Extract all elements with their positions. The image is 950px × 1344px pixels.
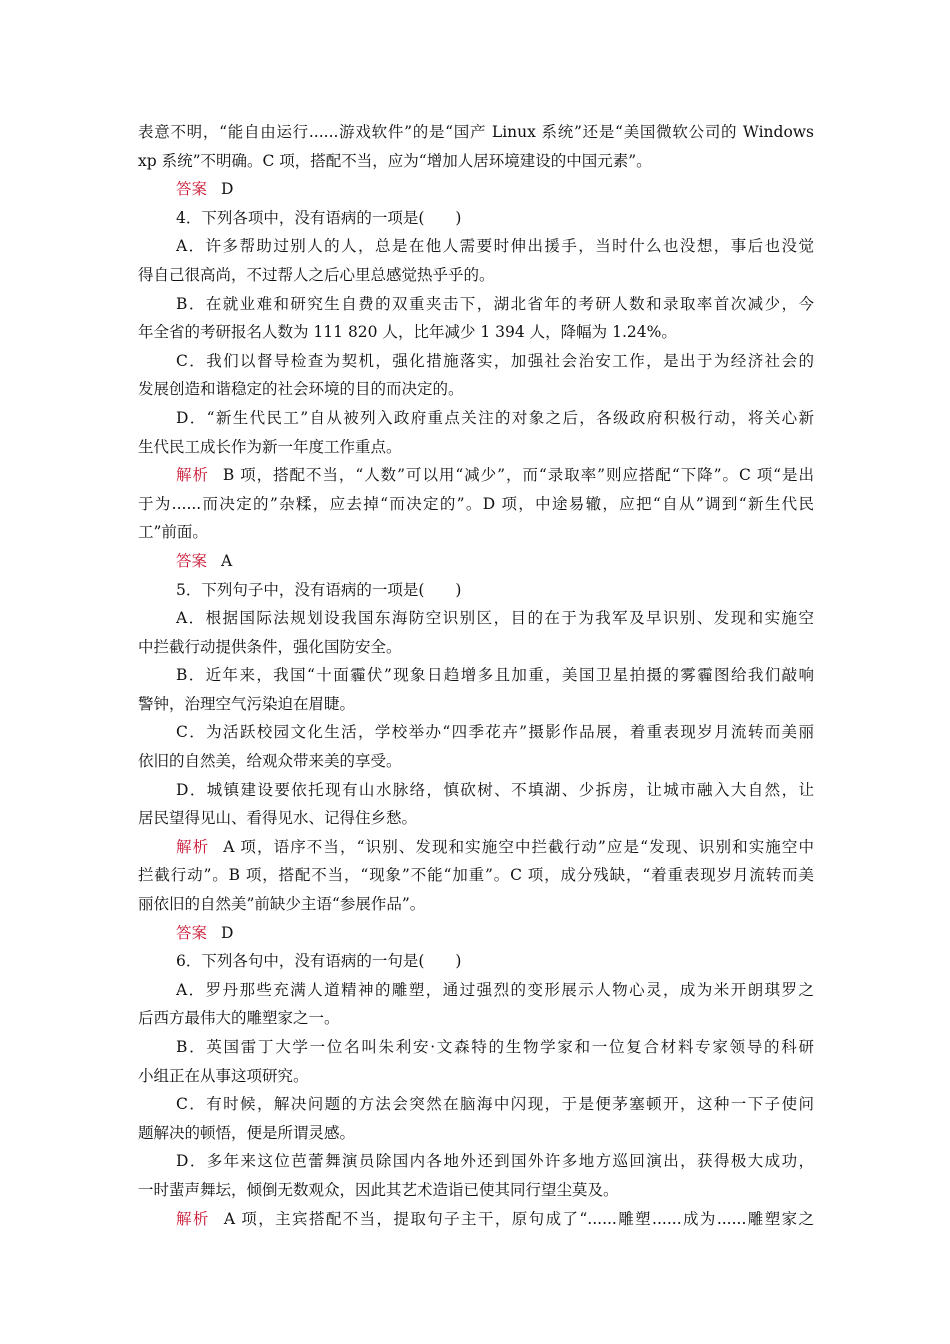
line-text: 丽依旧的自然美”前缺少主语“参展作品”。 (138, 895, 426, 914)
text-line (138, 576, 814, 605)
text-line (138, 318, 814, 347)
line-text: A 项，主宾搭配不当，提取句子主干，原句成了“......雕塑......成为......雕塑家之 (223, 1209, 814, 1228)
text-line (138, 776, 814, 805)
analysis-label: 解析 (176, 837, 210, 856)
line-text: 发展创造和谐稳定的社会环境的目的而决定的。 (138, 380, 464, 399)
line-text: B．近年来，我国“十面霾伏”现象日趋增多且加重，美国卫星拍摄的雾霾图给我们敲响 (176, 666, 814, 685)
answer-label: 答案 (176, 180, 208, 199)
answer-line (138, 547, 814, 576)
document-body (138, 118, 814, 1233)
text-line (138, 404, 814, 433)
line-text: 4．下列各项中，没有语病的一项是( ) (176, 208, 462, 227)
line-text: A (221, 551, 233, 570)
analysis-line (138, 461, 814, 490)
line-text: C．有时候，解决问题的方法会突然在脑海中闪现，于是便茅塞顿开，这种一下子使问 (176, 1095, 814, 1114)
answer-line (138, 919, 814, 948)
text-line (138, 1004, 814, 1033)
text-line (138, 147, 814, 176)
text-line (138, 490, 814, 519)
line-text: 工”前面。 (138, 523, 208, 542)
line-text: A．根据国际法规划设我国东海防空识别区，目的在于为我军及早识别、发现和实施空 (176, 609, 814, 628)
answer-label: 答案 (176, 923, 208, 942)
line-text: 生代民工成长作为新一年度工作重点。 (138, 437, 402, 456)
text-line (138, 718, 814, 747)
line-text: 小组正在从事这项研究。 (138, 1066, 309, 1085)
analysis-line (138, 833, 814, 862)
analysis-line (138, 1205, 814, 1234)
text-line (138, 1119, 814, 1148)
text-line (138, 1062, 814, 1091)
analysis-label: 解析 (176, 1209, 210, 1228)
line-text: A 项，语序不当，“识别、发现和实施空中拦截行动”应是“发现、识别和实施空中 (223, 837, 814, 856)
line-text: 中拦截行动提供条件，强化国防安全。 (138, 637, 402, 656)
text-line (138, 375, 814, 404)
line-text: 表意不明，“能自由运行......游戏软件”的是“国产 Linux 系统”还是“美国微软公司的 Windows (138, 123, 814, 141)
line-text: C．为活跃校园文化生活，学校举办“四季花卉”摄影作品展，着重表现岁月流转而美丽 (176, 723, 814, 742)
text-line (138, 890, 814, 919)
text-line (138, 290, 814, 319)
line-text: D (221, 923, 234, 942)
line-text: B．在就业难和研究生自费的双重夹击下，湖北省年的考研人数和录取率首次减少，今 (176, 294, 814, 313)
text-line (138, 661, 814, 690)
line-text: B．英国雷丁大学一位名叫朱利安·文森特的生物学家和一位复合材料专家领导的科研 (176, 1038, 814, 1056)
line-text: D．城镇建设要依托现有山水脉络，慎砍树、不填湖、少拆房，让城市融入大自然，让 (176, 780, 814, 799)
text-line (138, 804, 814, 833)
analysis-label: 解析 (176, 466, 209, 485)
line-text: 于为......而决定的”杂糅，应去掉“而决定的”。D 项，中途易辙，应把“自从”调到“新生代民 (138, 494, 814, 513)
line-text: xp 系统”不明确。C 项，搭配不当，应为“增加人居环境建设的中国元素”。 (138, 151, 652, 170)
line-text: 依旧的自然美，给观众带来美的享受。 (138, 752, 402, 771)
text-line (138, 1147, 814, 1176)
line-text: 年全省的考研报名人数为 111 820 人，比年减少 1 394 人，降幅为 1.24%。 (138, 323, 677, 342)
line-text: 一时蜚声舞坛，倾倒无数观众，因此其艺术造诣已使其同行望尘莫及。 (138, 1180, 619, 1199)
text-line (138, 1033, 814, 1062)
line-text: D (221, 180, 234, 199)
text-line (138, 204, 814, 233)
line-text: 5．下列句子中，没有语病的一项是( ) (176, 580, 462, 599)
text-line (138, 433, 814, 462)
line-text: A．许多帮助过别人的人，总是在他人需要时伸出援手，当时什么也没想，事后也没觉 (176, 237, 814, 256)
text-line (138, 976, 814, 1005)
line-text: 得自己很高尚，不过帮人之后心里总感觉热乎乎的。 (138, 265, 495, 284)
text-line (138, 947, 814, 976)
line-text: 后西方最伟大的雕塑家之一。 (138, 1009, 340, 1028)
text-line (138, 347, 814, 376)
text-line (138, 633, 814, 662)
text-line (138, 1176, 814, 1205)
answer-label: 答案 (176, 551, 208, 570)
text-line (138, 261, 814, 290)
text-line (138, 690, 814, 719)
line-text: 警钟，治理空气污染迫在眉睫。 (138, 694, 356, 713)
line-text: 6．下列各句中，没有语病的一句是( ) (176, 952, 462, 971)
line-text: D．多年来这位芭蕾舞演员除国内各地外还到国外许多地方巡回演出，获得极大成功， (176, 1152, 814, 1171)
line-text: 拦截行动”。B 项，搭配不当，“现象”不能“加重”。C 项，成分残缺，“着重表现岁月流转而美 (138, 866, 814, 885)
line-text: B 项，搭配不当，“人数”可以用“减少”，而“录取率”则应搭配“下降”。C 项“是出 (222, 466, 814, 485)
line-text: 居民望得见山、看得见水、记得住乡愁。 (138, 809, 418, 828)
line-text: 题解决的顿悟，便是所谓灵感。 (138, 1123, 356, 1142)
text-line (138, 518, 814, 547)
text-line (138, 118, 814, 147)
line-text: A．罗丹那些充满人道精神的雕塑，通过强烈的变形展示人物心灵，成为米开朗琪罗之 (176, 980, 814, 999)
text-line (138, 1090, 814, 1119)
line-text: D．“新生代民工”自从被列入政府重点关注的对象之后，各级政府积极行动，将关心新 (176, 408, 814, 427)
line-text: C．我们以督导检查为契机，强化措施落实，加强社会治安工作，是出于为经济社会的 (176, 351, 814, 370)
answer-line (138, 175, 814, 204)
text-line (138, 604, 814, 633)
text-line (138, 747, 814, 776)
text-line (138, 861, 814, 890)
text-line (138, 232, 814, 261)
